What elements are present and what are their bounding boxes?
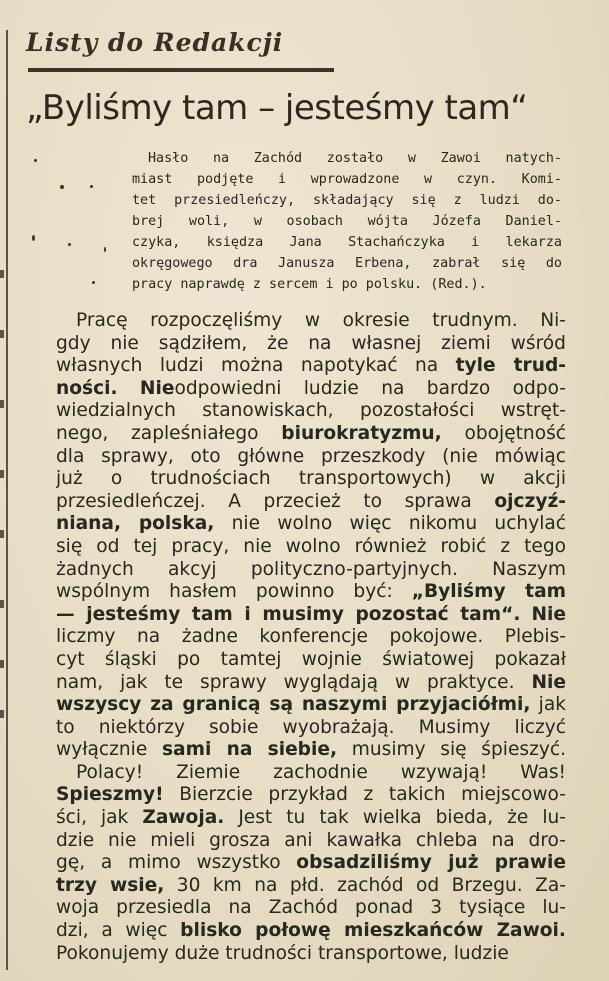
body-line: nam, jak te sprawy wyglądają w praktyce. Nie: [56, 671, 566, 693]
body-line: dla sprawy, oto główne przeszkody (nie mówiąc: [56, 445, 566, 467]
editorial-line: miast podjęte i wprowadzone w czyn. Komi-: [132, 172, 562, 187]
body-line: wiedzialnych stanowiskach, pozostałości wstręt-: [56, 400, 566, 422]
body-line: niana, polska, nie wolno więc nikomu uchylać: [56, 513, 566, 535]
body-line: to niektórzy sobie wyobrażają. Musimy liczyć: [56, 716, 566, 738]
editorial-line: okręgowego dra Janusza Erbena, zabrał się do: [132, 256, 562, 271]
body-line: gdy nie sądziłem, że na własnej ziemi wśród: [56, 332, 566, 354]
editorial-line: tet przesiedleńczy, składający się z ludzi do-: [132, 193, 562, 208]
body-line: nego, zapleśniałego biurokratyzmu, obojętność: [56, 422, 566, 444]
body-line: wspólnym hasłem powinno być: „Byliśmy tam: [56, 581, 566, 603]
editorial-line: brej woli, w osobach wójta Józefa Daniel-: [132, 214, 562, 229]
body-line: własnych ludzi można napotykać na tyle trud-: [56, 355, 566, 377]
letter-body: [56, 310, 566, 965]
body-line: ności. Nieodpowiedni ludzie na bardzo odpo-: [56, 377, 566, 399]
body-line: wszyscy za granicą są naszymi przyjaciółmi, jak: [56, 694, 566, 716]
section-underline: [28, 68, 334, 72]
editorial-note: [132, 148, 562, 295]
body-line: ści, jak Zawoja. Jest tu tak wielka bieda, że lu-: [56, 807, 566, 829]
section-title: Listy do Redakcji: [26, 28, 284, 57]
body-line: wyłącznie sami na siebie, musimy się śpieszyć.: [56, 739, 566, 761]
body-line: woja przesiedla na Zachód ponad 3 tysiące lu-: [56, 897, 566, 919]
body-line: się od tej pracy, nie wolno również robić z tego: [56, 535, 566, 557]
body-line: liczmy na żadne konferencje pokojowe. Plebis-: [56, 626, 566, 648]
body-line: już o trudnościach transportowych) w akcji: [56, 468, 566, 490]
body-line: Pokonujemy duże trudności transportowe, ludzie: [56, 942, 509, 964]
column-rule: [6, 30, 8, 970]
body-line: dzie nie mieli grosza ani kawałka chleba na dro-: [56, 829, 566, 851]
editorial-line: Hasło na Zachód zostało w Zawoi natych-: [148, 151, 562, 166]
body-line: dzi, a więc blisko połowę mieszkańców Zawoi.: [56, 920, 566, 942]
body-line: Pracę rozpoczęliśmy w okresie trudnym. Ni-: [76, 310, 566, 331]
body-line: gę, a mimo wszystko obsadziliśmy już prawie: [56, 852, 566, 874]
body-line: Polacy! Ziemie zachodnie wzywają! Was!: [76, 761, 566, 783]
body-line: Spieszmy! Bierzcie przykład z takich miejscowo-: [56, 784, 566, 806]
body-line: przesiedleńczej. A przecież to sprawa ojczyź-: [56, 490, 566, 512]
margin-marks: [0, 270, 6, 720]
body-line: trzy wsie, 30 km na płd. zachód od Brzegu. Za-: [56, 874, 566, 896]
editorial-line: pracy naprawdę z sercem i po polsku. (Red.).: [132, 277, 487, 292]
body-line: żadnych akcyj polityczno-partyjnych. Naszym: [56, 558, 566, 580]
body-line: cyt śląski po tamtej wojnie światowej pokazał: [56, 648, 566, 670]
article-headline: „Byliśmy tam – jesteśmy tam“: [26, 88, 528, 128]
editorial-line: czyka, księdza Jana Stachańczyka i lekarza: [132, 235, 562, 250]
body-line: — jesteśmy tam i musimy pozostać tam“. Nie: [56, 603, 566, 625]
print-specks: [30, 155, 120, 295]
